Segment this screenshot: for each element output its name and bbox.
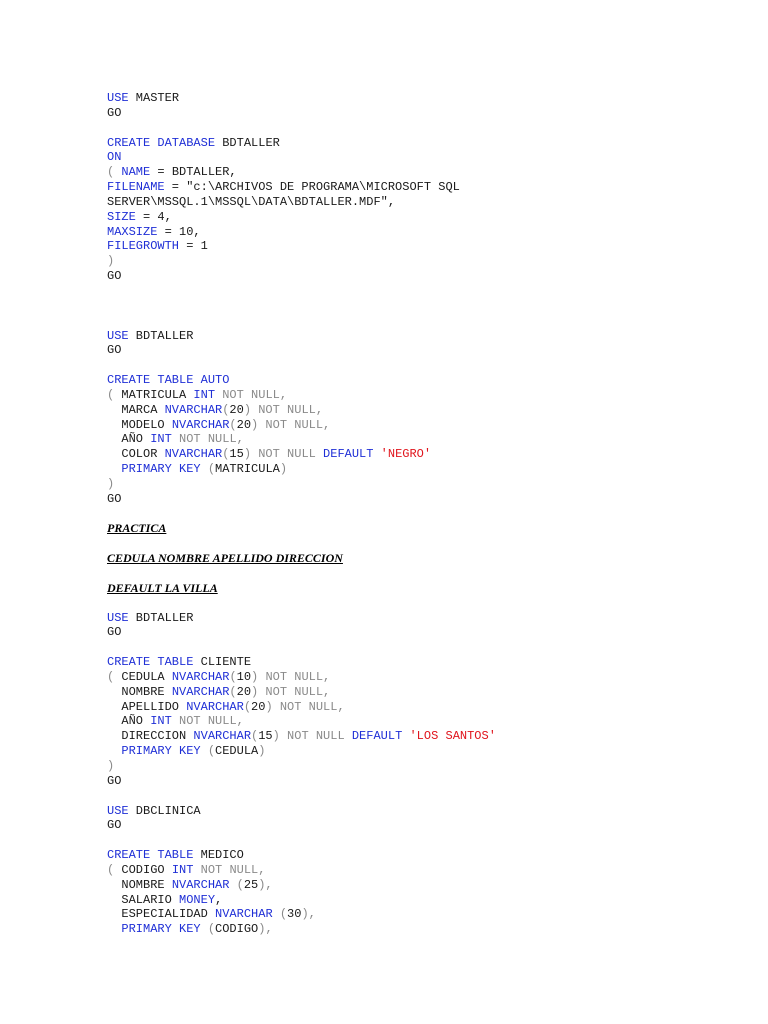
code-line (107, 225, 727, 240)
sql-keyword: CREATE TABLE (107, 848, 194, 863)
code-line (107, 922, 727, 937)
code-line (107, 343, 727, 358)
code-text: ( (107, 669, 122, 684)
sql-keyword: USE (107, 610, 129, 625)
code-line (107, 774, 727, 789)
code-line (107, 403, 727, 418)
code-text: ( (107, 862, 122, 877)
code-line (107, 388, 727, 403)
blank-line (107, 358, 727, 373)
code-text: GO (107, 773, 122, 788)
code-line (107, 447, 727, 462)
code-line (107, 878, 727, 893)
section-heading: PRACTICA (107, 521, 167, 536)
code-line (107, 744, 727, 759)
code-text: GO (107, 105, 122, 120)
code-text: NOMBRE (107, 684, 172, 699)
code-text: ) (258, 744, 266, 759)
sql-keyword: NVARCHAR (193, 729, 252, 744)
code-text: = 1 (179, 239, 208, 254)
sql-keyword: NVARCHAR (164, 447, 223, 462)
code-text: 10 (236, 669, 252, 684)
code-line (107, 254, 727, 269)
code-text: ( (229, 417, 237, 432)
sql-keyword: CREATE TABLE (107, 655, 194, 670)
code-text: ) (107, 758, 115, 773)
sql-keyword: PRIMARY KEY (107, 462, 201, 477)
blank-line (107, 596, 727, 611)
code-line (107, 818, 727, 833)
sql-keyword: MAXSIZE (107, 224, 158, 239)
code-text: GO (107, 269, 122, 284)
sql-keyword: FILEGROWTH (107, 239, 180, 254)
code-line (107, 521, 727, 536)
code-line (107, 492, 727, 507)
code-text: ( (229, 877, 244, 892)
code-text: CODIGO (121, 862, 172, 877)
sql-keyword: NVARCHAR (171, 669, 230, 684)
code-text: 30 (287, 907, 302, 922)
sql-keyword: USE (107, 328, 129, 343)
code-text: 20 (251, 699, 266, 714)
code-line (107, 165, 727, 180)
code-text: ) NOT NULL, (251, 684, 331, 699)
code-text: ), (301, 907, 316, 922)
code-text: NOT NULL, (171, 432, 244, 447)
code-line (107, 150, 727, 165)
code-text: = 10, (157, 224, 201, 239)
sql-keyword: NVARCHAR (186, 699, 244, 714)
code-text: MATRICULA (215, 462, 280, 477)
code-text: ) NOT NULL, (243, 402, 324, 417)
code-text: 25 (243, 877, 259, 892)
code-text: MASTER (128, 91, 180, 105)
code-line (107, 106, 727, 121)
code-text: ( (200, 744, 216, 759)
code-line (107, 373, 727, 388)
sql-keyword: NVARCHAR (171, 417, 230, 432)
sql-keyword: ON (107, 150, 122, 165)
code-line (107, 329, 727, 344)
code-line (107, 611, 727, 626)
code-line (107, 863, 727, 878)
code-text: = 4, (135, 209, 172, 224)
code-line (107, 907, 727, 922)
code-text: GO (107, 625, 122, 640)
code-text: ) (107, 476, 115, 491)
code-text: ( (229, 684, 237, 699)
code-text: 20 (229, 402, 244, 417)
code-line (107, 759, 727, 774)
code-text: , (215, 892, 223, 907)
sql-keyword: INT (171, 862, 194, 877)
sql-document (107, 91, 727, 937)
sql-keyword: INT (193, 387, 216, 402)
code-text: ) NOT NULL, (251, 669, 331, 684)
sql-keyword: DEFAULT (323, 447, 374, 462)
code-line (107, 685, 727, 700)
code-text: NOMBRE (107, 877, 172, 892)
code-line (107, 551, 727, 566)
blank-line (107, 640, 727, 655)
blank-line (107, 789, 727, 804)
sql-keyword: PRIMARY KEY (107, 922, 201, 937)
code-line (107, 581, 727, 596)
code-text: ( (222, 402, 230, 417)
code-text: ESPECIALIDAD (107, 907, 216, 922)
sql-keyword: INT (150, 714, 172, 729)
code-line (107, 180, 727, 195)
code-text: ) NOT NULL (272, 729, 352, 744)
code-text: COLOR (107, 447, 165, 462)
blank-line (107, 121, 727, 136)
code-text: BDTALLER (128, 610, 194, 625)
sql-keyword: SIZE (107, 209, 136, 224)
code-text: BDTALLER (128, 328, 194, 343)
sql-keyword: FILENAME (107, 180, 165, 195)
code-text: ( (243, 699, 252, 714)
sql-keyword: USE (107, 91, 129, 105)
code-line (107, 462, 727, 477)
blank-line (107, 507, 727, 522)
sql-keyword: CREATE DATABASE (107, 135, 216, 150)
code-text: ) NOT NULL, (251, 417, 331, 432)
code-line (107, 714, 727, 729)
code-text: ), (258, 877, 273, 892)
code-text: ) (107, 254, 115, 269)
code-line (107, 625, 727, 640)
code-text: APELLIDO (107, 699, 187, 714)
code-text: 15 (258, 729, 273, 744)
blank-line (107, 566, 727, 581)
code-line (107, 700, 727, 715)
code-text: MARCA (107, 402, 165, 417)
code-line (107, 195, 727, 210)
code-text: ( (272, 907, 288, 922)
sql-keyword: NVARCHAR (215, 907, 273, 922)
code-line (107, 655, 727, 670)
sql-keyword: NVARCHAR (164, 402, 223, 417)
code-line (107, 670, 727, 685)
code-text: MEDICO (193, 848, 244, 863)
code-text: ), (258, 922, 273, 937)
code-text: AÑO (107, 714, 151, 729)
code-line (107, 804, 727, 819)
sql-keyword: CREATE TABLE AUTO (107, 373, 230, 388)
sql-keyword: INT (150, 432, 172, 447)
code-line (107, 432, 727, 447)
string-literal: 'NEGRO' (380, 447, 432, 462)
code-line (107, 477, 727, 492)
code-text: = BDTALLER, (150, 165, 237, 180)
sql-keyword: NAME (121, 165, 151, 180)
code-text: ( (222, 447, 230, 462)
sql-keyword: DEFAULT (351, 729, 403, 744)
code-line (107, 848, 727, 863)
code-text: NOT NULL, (193, 862, 266, 877)
sql-keyword: MONEY (179, 892, 216, 907)
code-text: ) NOT NULL (243, 447, 324, 462)
code-text: MODELO (107, 417, 172, 432)
code-line (107, 239, 727, 254)
code-text: DIRECCION (107, 729, 194, 744)
code-text: ( (200, 922, 216, 937)
code-text: DBCLINICA (128, 803, 201, 818)
code-line (107, 418, 727, 433)
blank-line (107, 314, 727, 329)
code-text: SERVER\MSSQL.1\MSSQL\DATA\BDTALLER.MDF", (107, 194, 396, 209)
code-text: CEDULA (215, 744, 259, 759)
blank-line (107, 284, 727, 299)
blank-line (107, 299, 727, 314)
code-text: ( (251, 729, 259, 744)
code-text: 20 (236, 417, 252, 432)
code-text: ( (107, 165, 122, 180)
code-text: CLIENTE (193, 655, 252, 670)
code-text (373, 447, 380, 461)
blank-line (107, 536, 727, 551)
blank-line (107, 833, 727, 848)
code-line (107, 269, 727, 284)
code-text: SALARIO (107, 892, 180, 907)
code-text: ) (279, 462, 288, 477)
code-text: MATRICULA (121, 387, 194, 402)
code-text: GO (107, 818, 122, 833)
code-line (107, 210, 727, 225)
code-text: AÑO (107, 432, 151, 447)
code-text: NOT NULL, (171, 714, 244, 729)
code-text: ( (107, 387, 122, 402)
section-heading: DEFAULT LA VILLA (107, 580, 218, 595)
code-text: 15 (229, 447, 244, 462)
code-text: GO (107, 343, 122, 358)
sql-keyword: USE (107, 803, 129, 818)
code-text: CODIGO (215, 922, 259, 937)
string-literal: 'LOS SANTOS' (409, 729, 496, 744)
code-line (107, 91, 727, 106)
sql-keyword: NVARCHAR (171, 684, 230, 699)
code-text: GO (107, 491, 122, 506)
code-text: BDTALLER (215, 135, 280, 150)
code-line (107, 136, 727, 151)
section-heading: CEDULA NOMBRE APELLIDO DIRECCION (107, 551, 343, 566)
sql-keyword: PRIMARY KEY (107, 744, 201, 759)
code-text: NOT NULL, (215, 387, 288, 402)
code-text: ( (200, 462, 216, 477)
code-text: CEDULA (121, 669, 172, 684)
code-text: 20 (236, 684, 252, 699)
code-line (107, 893, 727, 908)
code-text: = "c:\ARCHIVOS DE PROGRAMA\MICROSOFT SQL (164, 180, 460, 195)
code-text: ( (229, 669, 237, 684)
code-line (107, 729, 727, 744)
sql-keyword: NVARCHAR (171, 877, 230, 892)
code-text: ) NOT NULL, (265, 699, 345, 714)
